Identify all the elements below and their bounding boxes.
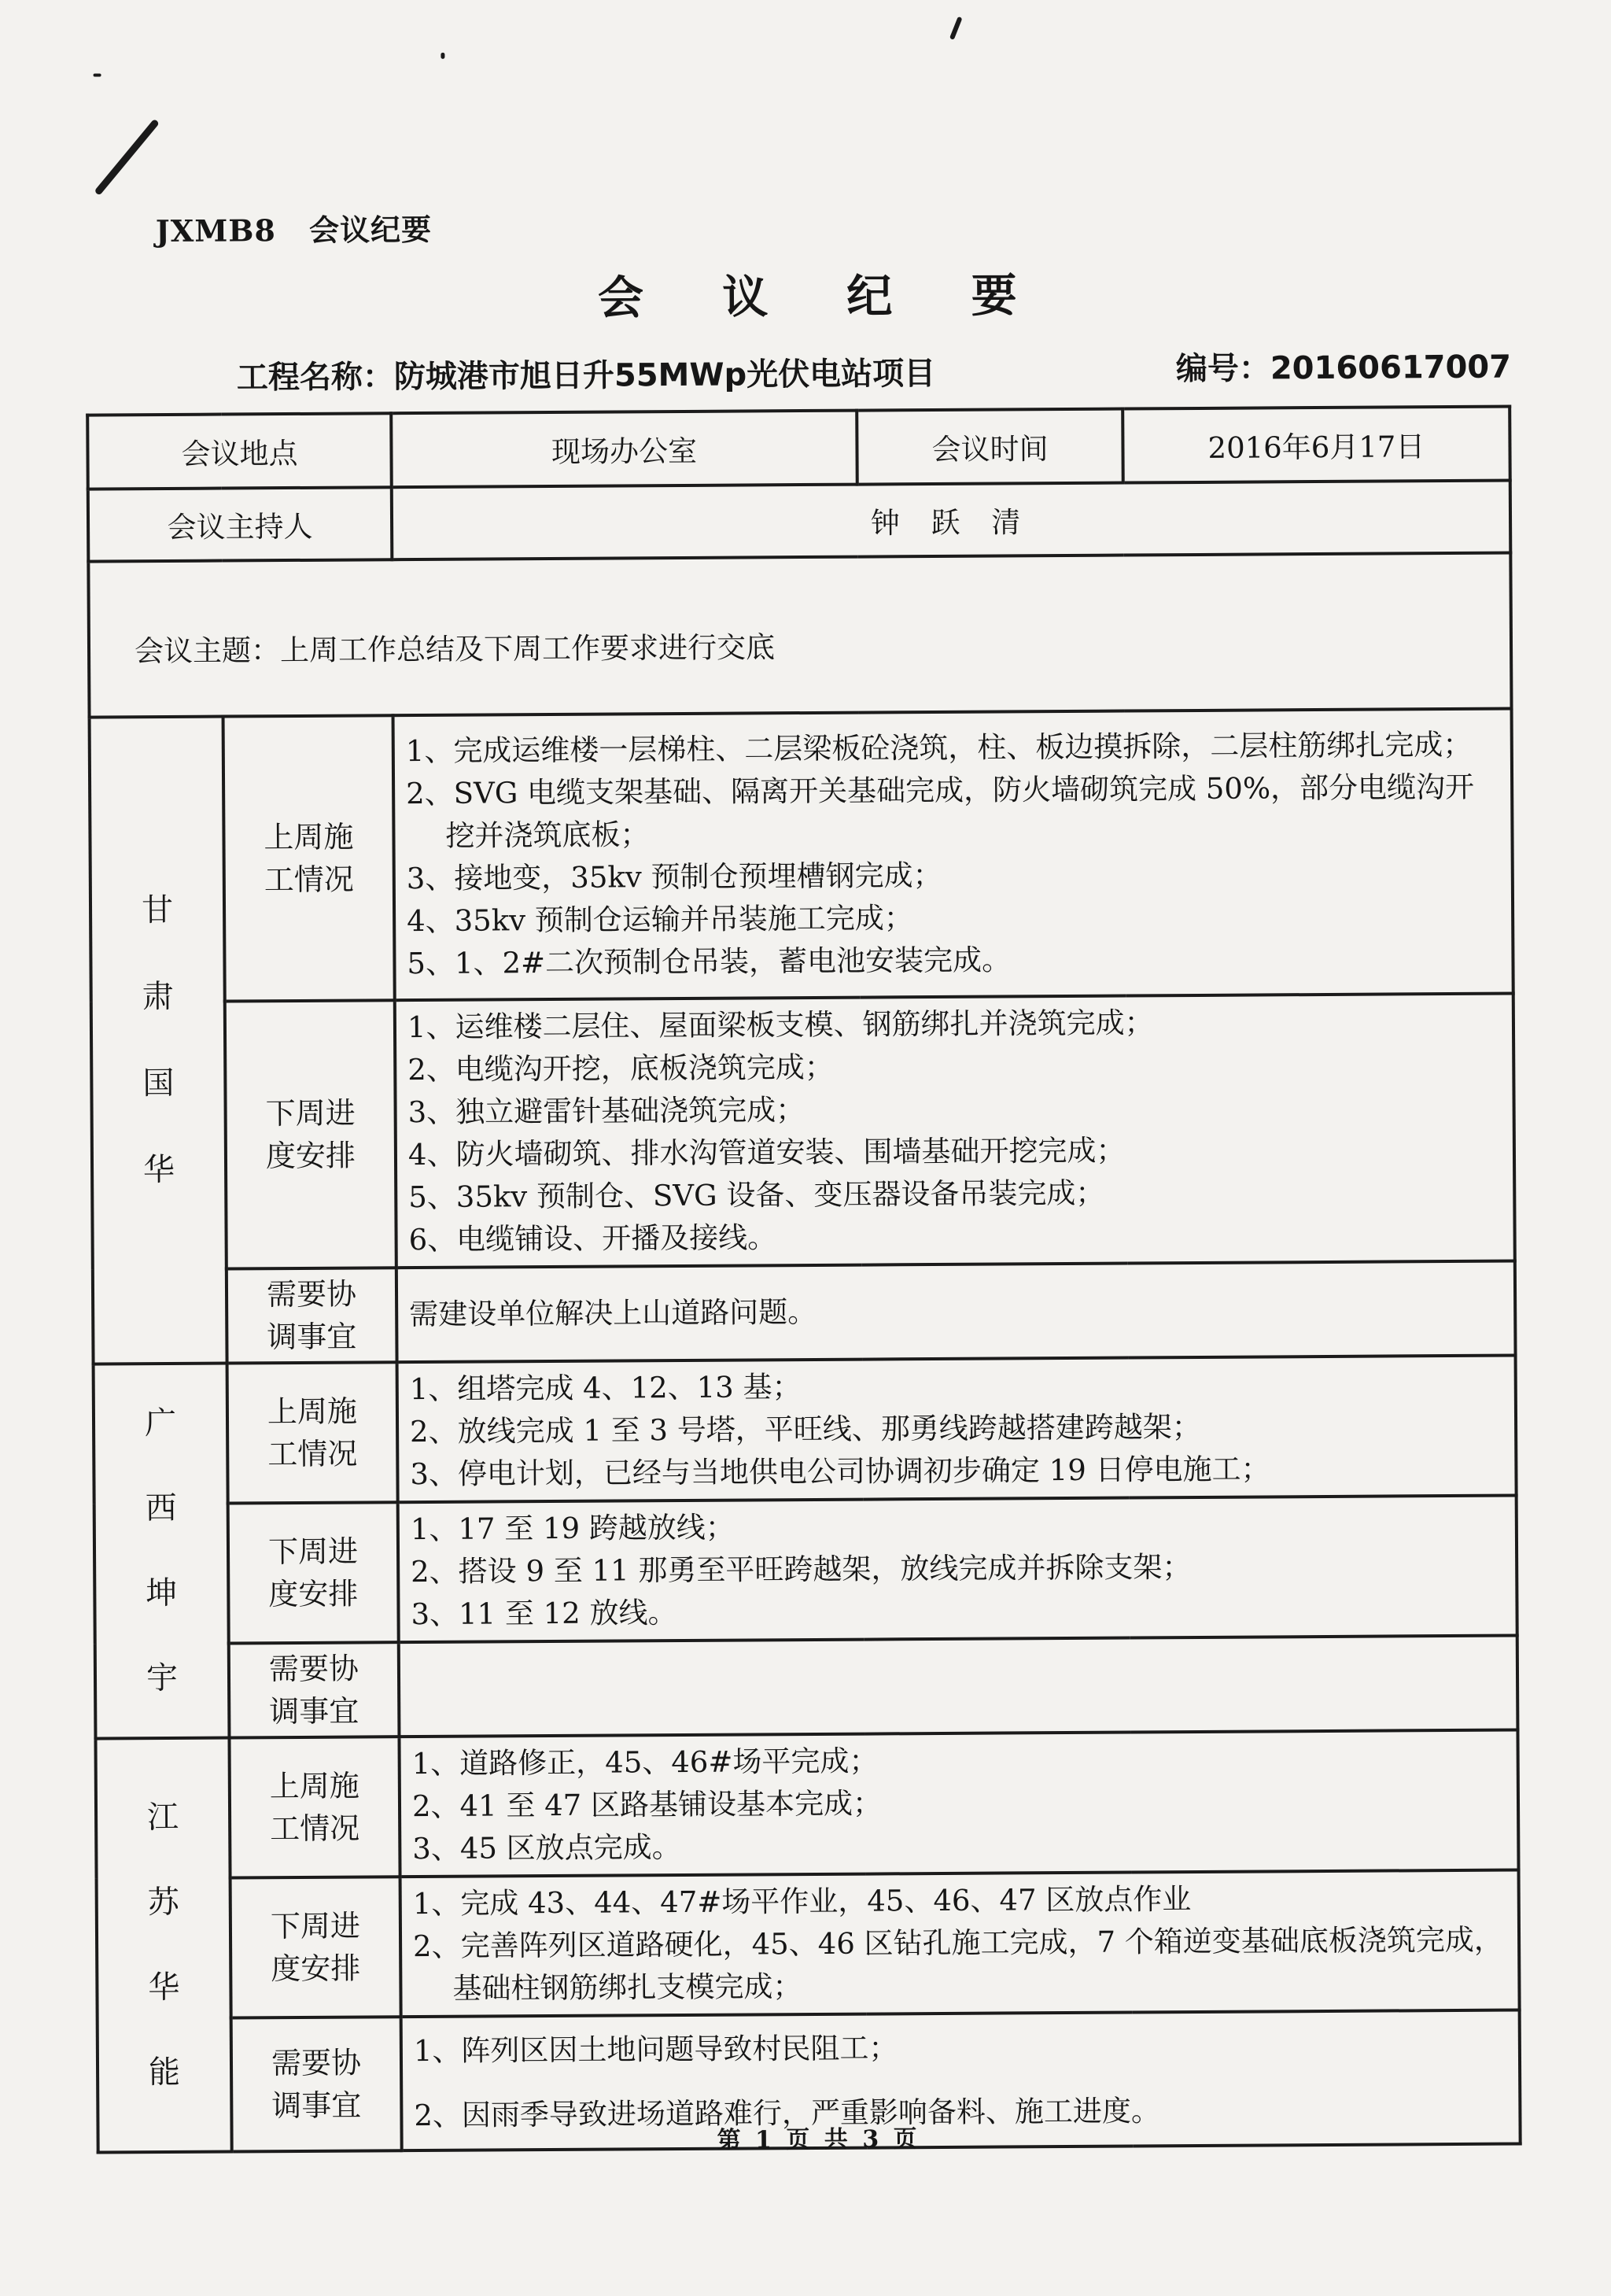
scan-mark <box>94 119 160 196</box>
list-item: 需建设单位解决上山道路问题。 <box>409 1294 817 1332</box>
list-item: 4、防火墙砌筑、排水沟管道安装、围墙基础开挖完成； <box>407 1133 1126 1172</box>
section-items <box>395 994 1515 1268</box>
section-items <box>397 1356 1517 1503</box>
unit-name-char: 华 <box>142 1151 175 1189</box>
scan-mark <box>94 73 101 76</box>
section-label <box>230 1877 401 2017</box>
unit-name-char: 江 <box>146 1799 179 1836</box>
table-row <box>87 407 1510 489</box>
list-item: 2、电缆沟开挖，底板浇筑完成； <box>407 1050 834 1087</box>
unit-name-char: 苏 <box>147 1884 179 1921</box>
serial-number: 编号：20160617007 <box>1175 349 1512 388</box>
section-items <box>398 1496 1517 1643</box>
list-item: 1、完成 43、44、47#场平作业，45、46、47 区放点作业 <box>412 1882 1192 1921</box>
list-item: 3、11 至 12 放线。 <box>411 1596 677 1632</box>
section-label-line: 需要协 <box>268 1651 359 1687</box>
section-label-line: 工情况 <box>270 1811 360 1847</box>
document-title: 会 议 纪 要 <box>597 268 1049 325</box>
section-items-empty <box>399 1636 1518 1737</box>
list-item: 1、组塔完成 4、12、13 基； <box>409 1370 802 1407</box>
list-item: 1、道路修正，45、46#场平完成； <box>411 1744 879 1781</box>
section-label-line: 需要协 <box>266 1276 357 1312</box>
list-item: 1、阵列区因土地问题导致村民阻工； <box>413 2031 898 2069</box>
unit-name-char: 广 <box>144 1405 177 1442</box>
section-label-line: 上周施 <box>264 819 354 855</box>
form-code: JXMB8 <box>155 212 277 249</box>
list-item: 2、完善阵列区道路硬化，45、46 区钻孔施工完成，7 个箱逆变基础底板浇筑完成，基础柱钢筋绑扎支模完成； <box>412 1922 1503 2006</box>
section-label-line: 度安排 <box>271 1951 361 1987</box>
table-row <box>95 1636 1518 1739</box>
table-row <box>95 1730 1518 1879</box>
scan-mark <box>441 53 444 59</box>
table-row <box>90 709 1513 1002</box>
unit-name-char: 西 <box>145 1489 177 1527</box>
section-label <box>223 715 395 1001</box>
section-items <box>393 709 1513 1001</box>
section-items <box>399 1730 1518 1877</box>
section-label-line: 下周进 <box>267 1534 359 1570</box>
list-item: 2、SVG 电缆支架基础、隔离开关基础完成，防火墙砌筑完成 50%，部分电缆沟开挖并浇筑底板； <box>406 770 1475 853</box>
section-label-line: 上周施 <box>269 1768 359 1804</box>
list-item: 3、独立避雷针基础浇筑完成； <box>407 1093 806 1130</box>
list-item: 5、35kv 预制仓、SVG 设备、变压器设备吊装完成； <box>408 1176 1105 1215</box>
section-label-line: 调事宜 <box>267 1319 357 1355</box>
table-row <box>93 1261 1516 1364</box>
project-name: 工程名称：防城港市旭日升55MWp光伏电站项目 <box>236 356 936 397</box>
time-label: 会议时间 <box>857 409 1123 485</box>
section-label-line: 工情况 <box>264 862 354 898</box>
minutes-table <box>86 405 1521 2154</box>
location-value: 现场办公室 <box>391 411 857 488</box>
list-item: 2、放线完成 1 至 3 号塔，平旺线、那勇线跨越搭建跨越架； <box>409 1409 1201 1449</box>
section-label <box>229 1737 400 1877</box>
list-item: 3、接地变，35kv 预制仓预埋槽钢完成； <box>406 858 942 896</box>
section-label-line: 工情况 <box>267 1436 358 1472</box>
unit-name-char: 国 <box>142 1065 175 1102</box>
scan-mark <box>949 17 963 40</box>
list-item: 2、41 至 47 区路基铺设基本完成； <box>411 1786 883 1824</box>
list-item: 1、运维楼二层住、屋面梁板支模、钢筋绑扎并浇筑完成； <box>407 1006 1154 1045</box>
unit-name-char: 华 <box>148 1969 180 2006</box>
unit-name-char: 宇 <box>146 1659 179 1697</box>
section-label-line: 下周进 <box>270 1908 361 1944</box>
section-label-line: 度安排 <box>268 1576 359 1612</box>
section-label <box>227 1362 398 1503</box>
section-label-line: 需要协 <box>271 2045 362 2081</box>
list-item: 5、1、2#二次预制仓吊装，蓄电池安装完成。 <box>407 943 1012 981</box>
host-label: 会议主持人 <box>88 487 393 561</box>
meeting-topic: 会议主题：上周工作总结及下周工作要求进行交底 <box>88 553 1511 718</box>
unit-name-char: 坤 <box>146 1574 178 1612</box>
table-row <box>88 481 1511 562</box>
table-row <box>88 553 1511 718</box>
list-item: 2、搭设 9 至 11 那勇至平旺跨越架，放线完成并拆除支架； <box>411 1550 1192 1589</box>
list-item: 3、45 区放点完成。 <box>412 1830 681 1866</box>
section-label <box>228 1502 399 1643</box>
location-label: 会议地点 <box>87 413 392 489</box>
time-value: 2016年6月17日 <box>1123 407 1510 483</box>
form-code-name: 会议纪要 <box>308 211 433 248</box>
section-items <box>396 1261 1516 1363</box>
section-label-line: 调事宜 <box>271 2087 362 2124</box>
host-value: 钟 跃 清 <box>392 481 1511 560</box>
table-row <box>94 1356 1517 1504</box>
table-row <box>91 994 1515 1270</box>
table-row <box>97 1870 1520 2019</box>
unit-name <box>95 1738 231 2153</box>
unit-name-char: 肃 <box>142 978 174 1016</box>
list-item: 4、35kv 预制仓运输并吊装施工完成； <box>407 901 913 939</box>
list-item: 2、因雨季导致进场道路难行，严重影响备料、施工进度。 <box>414 2094 1161 2133</box>
list-item: 6、电缆铺设、开播及接线。 <box>408 1220 777 1257</box>
form-code-header <box>156 205 433 250</box>
unit-name-char: 甘 <box>141 891 174 929</box>
section-label-line: 调事宜 <box>269 1693 359 1729</box>
list-item: 3、停电计划，已经与当地供电公司协调初步确定 19 日停电施工； <box>410 1452 1270 1492</box>
section-label <box>227 1268 397 1363</box>
section-items <box>400 1870 1520 2017</box>
list-item: 1、完成运维楼一层梯柱、二层梁板砼浇筑，柱、板边摸拆除，二层柱筋绑扎完成； <box>405 727 1473 769</box>
section-label <box>229 1642 400 1737</box>
unit-name-char: 能 <box>148 2054 181 2091</box>
page-footer: 第 1 页 共 3 页 <box>717 2125 920 2154</box>
section-label-line: 下周进 <box>265 1095 356 1131</box>
section-label-line: 上周施 <box>267 1393 358 1430</box>
table-row <box>94 1496 1517 1644</box>
list-item: 1、17 至 19 跨越放线； <box>410 1510 735 1547</box>
section-label <box>225 1000 396 1268</box>
section-label-line: 度安排 <box>265 1138 356 1174</box>
unit-name <box>94 1364 230 1739</box>
unit-name <box>90 717 227 1364</box>
